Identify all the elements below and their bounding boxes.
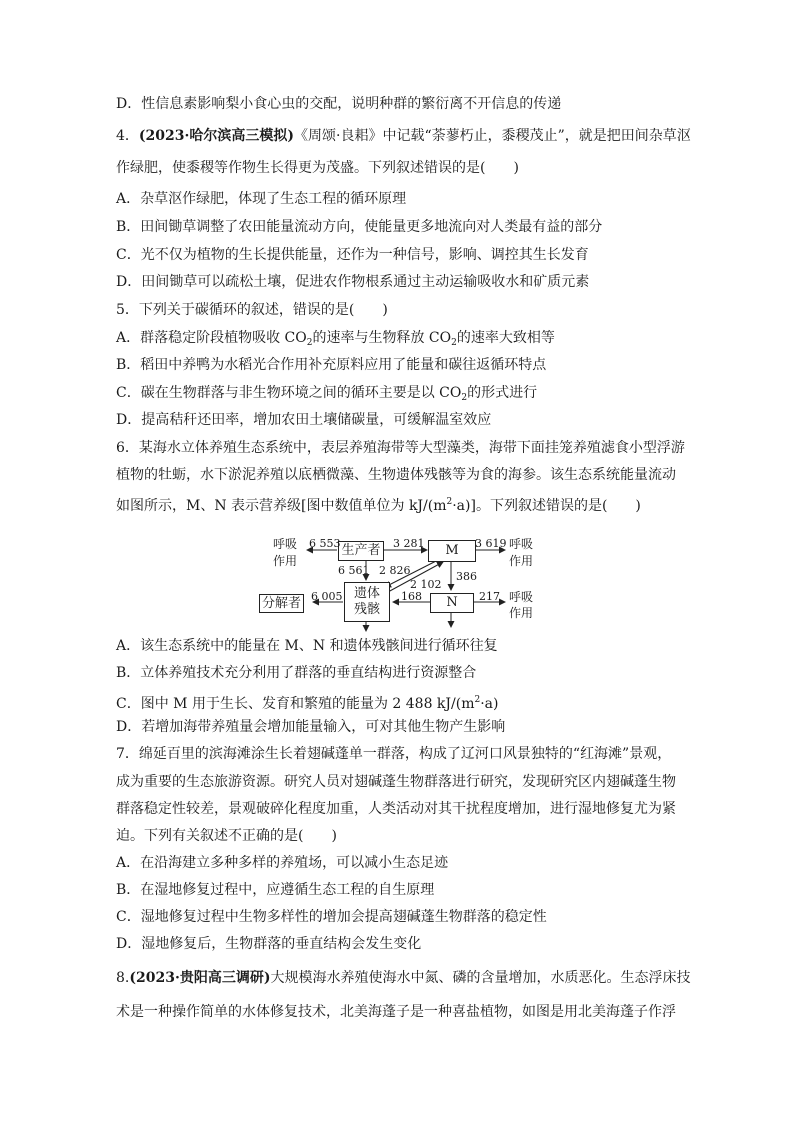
q5-option-b: B．稻田中养鸭为水稻光合作用补充原料应用了能量和碳往返循环特点 bbox=[116, 357, 547, 373]
q4-option-d: D．田间锄草可以疏松土壤，促进农作物根系通过主动运输吸收水和矿质元素 bbox=[116, 274, 590, 290]
remains-label-2: 残骸 bbox=[353, 602, 380, 617]
q5-a-text-2: 的速率与生物释放 CO bbox=[312, 330, 452, 346]
q7-option-c: C．湿地修复过程中生物多样性的增加会提高翅碱蓬生物群落的稳定性 bbox=[116, 909, 547, 925]
resp-label-n-1: 呼吸 bbox=[509, 590, 534, 604]
n-label: N bbox=[446, 595, 458, 610]
producer-label: 生产者 bbox=[341, 543, 381, 558]
m-label: M bbox=[445, 543, 459, 558]
q4-source: (2023·哈尔滨高三模拟) bbox=[138, 128, 295, 144]
q8-stem-line2: 术是一种操作简单的水体修复技术，北美海蓬子是一种喜盐植物，如图是用北美海蓬子作浮 bbox=[116, 1004, 676, 1020]
value-386: 386 bbox=[456, 570, 477, 583]
q7-option-b: B．在湿地修复过程中，应遵循生态工程的自生原理 bbox=[116, 882, 435, 898]
q7-stem-line2: 成为重要的生态旅游资源。研究人员对翅碱蓬生物群落进行研究，发现研究区内翅碱蓬生物 bbox=[116, 774, 676, 790]
resp-label-n-2: 作用 bbox=[509, 606, 534, 620]
q5-stem: 5．下列关于碳循环的叙述，错误的是( ) bbox=[116, 302, 388, 318]
q7-stem-line3: 群落稳定性较差，景观破碎化程度加重，人类活动对其干扰程度增加，进行湿地修复尤为紧 bbox=[116, 801, 676, 817]
value-3619: 3 619 bbox=[475, 537, 507, 550]
resp-label-right-1: 呼吸 bbox=[509, 537, 534, 551]
m-box bbox=[428, 540, 476, 562]
q7-option-d: D．湿地修复后，生物群落的垂直结构会发生变化 bbox=[116, 936, 422, 952]
q6-stem-text-1: 如图所示，M、N 表示营养级[图中数值单位为 kJ/(m bbox=[116, 498, 447, 514]
value-2826: 2 826 bbox=[379, 564, 411, 577]
q8-source: (2023·贵阳高三调研) bbox=[129, 970, 271, 986]
value-6005: 6 005 bbox=[311, 590, 343, 603]
value-3281: 3 281 bbox=[393, 537, 425, 550]
value-6561: 6 561 bbox=[338, 564, 370, 577]
remains-label-1: 遗体 bbox=[353, 586, 380, 601]
q6-c-text-2: ·a) bbox=[480, 696, 499, 712]
q4-option-a: A．杂草沤作绿肥，体现了生态工程的循环原理 bbox=[116, 191, 407, 207]
q6-option-d: D．若增加海带养殖量会增加能量输入，可对其他生物产生影响 bbox=[116, 719, 506, 735]
q5-option-c bbox=[116, 383, 537, 408]
q6-stem-text-2: ·a)]。下列叙述错误的是( ) bbox=[452, 498, 641, 514]
m2-superscript: 2 bbox=[446, 497, 453, 507]
remains-box bbox=[344, 582, 390, 622]
q5-c-text-1: C．碳在生物群落与非生物环境之间的循环主要是以 CO bbox=[116, 385, 462, 401]
q8-stem-text: 大规模海水养殖使海水中氮、磷的含量增加，水质恶化。生态浮床技 bbox=[270, 970, 691, 986]
q4-option-b: B．田间锄草调整了农田能量流动方向，使能量更多地流向对人类最有益的部分 bbox=[116, 219, 603, 235]
co2-subscript: 2 bbox=[306, 338, 313, 348]
q6-c-text-1: C．图中 M 用于生长、发育和繁殖的能量为 2 488 kJ/(m bbox=[116, 696, 475, 712]
q7-option-a: A．在沿海建立多种多样的养殖场，可以减小生态足迹 bbox=[116, 855, 449, 871]
q4-option-c: C．光不仅为植物的生长提供能量，还作为一种信号，影响、调控其生长发育 bbox=[116, 247, 589, 263]
q7-stem-line4: 迫。下列有关叙述不正确的是( ) bbox=[116, 828, 337, 844]
q4-stem-line2: 作绿肥，使黍稷等作物生长得更为茂盛。下列叙述错误的是( ) bbox=[116, 160, 519, 176]
value-168: 168 bbox=[401, 590, 422, 603]
co2-subscript: 2 bbox=[461, 393, 468, 403]
m2-superscript: 2 bbox=[474, 695, 481, 705]
q5-c-text-2: 的形式进行 bbox=[467, 385, 538, 401]
q6-stem-line2: 植物的牡蛎，水下淤泥养殖以底栖微藻、生物遗体残骸等为食的海参。该生态系统能量流动 bbox=[116, 467, 676, 483]
co2-subscript: 2 bbox=[451, 338, 457, 348]
q6-option-a: A．该生态系统中的能量在 M、N 和遗体残骸间进行循环往复 bbox=[116, 638, 498, 654]
q8-number: 8. bbox=[116, 970, 130, 986]
decomposer-box bbox=[259, 594, 304, 613]
q5-a-text-3: 的速率大致相等 bbox=[456, 330, 555, 346]
value-2102: 2 102 bbox=[410, 578, 442, 591]
energy-flow-diagram bbox=[255, 532, 545, 632]
value-217: 217 bbox=[479, 590, 500, 603]
q6-stem-line1: 6．某海水立体养殖生态系统中，表层养殖海带等大型藻类，海带下面挂笼养殖滤食小型浮游 bbox=[116, 440, 685, 456]
resp-label-left-1: 呼吸 bbox=[273, 537, 298, 551]
q3-option-d: D．性信息素影响梨小食心虫的交配，说明种群的繁衍离不开信息的传递 bbox=[116, 96, 562, 112]
q6-stem-line3 bbox=[116, 492, 641, 516]
q6-option-c bbox=[116, 690, 498, 714]
q4-stem-text: 《周颂·良耜》中记载“荼蓼朽止，黍稷茂止”，就是把田间杂草沤 bbox=[294, 128, 691, 144]
q4-stem bbox=[116, 126, 691, 146]
q5-a-text-1: A．群落稳定阶段植物吸收 CO bbox=[116, 330, 307, 346]
q7-stem-line1: 7．绵延百里的滨海滩涂生长着翅碱蓬单一群落，构成了辽河口风景独特的“红海滩”景观， bbox=[116, 746, 672, 762]
n-box bbox=[430, 593, 474, 613]
resp-label-right-2: 作用 bbox=[509, 554, 534, 568]
q5-option-a bbox=[116, 328, 555, 353]
q6-option-b: B．立体养殖技术充分利用了群落的垂直结构进行资源整合 bbox=[116, 665, 477, 681]
producer-box bbox=[338, 541, 384, 561]
decomposer-label: 分解者 bbox=[261, 595, 301, 611]
q4-number: 4． bbox=[116, 128, 139, 144]
q5-option-d: D．提高秸秆还田率，增加农田土壤储碳量，可缓解温室效应 bbox=[116, 412, 492, 428]
q8-stem-line1 bbox=[116, 968, 690, 988]
value-6553: 6 553 bbox=[309, 537, 341, 550]
resp-label-left-2: 作用 bbox=[273, 554, 298, 568]
